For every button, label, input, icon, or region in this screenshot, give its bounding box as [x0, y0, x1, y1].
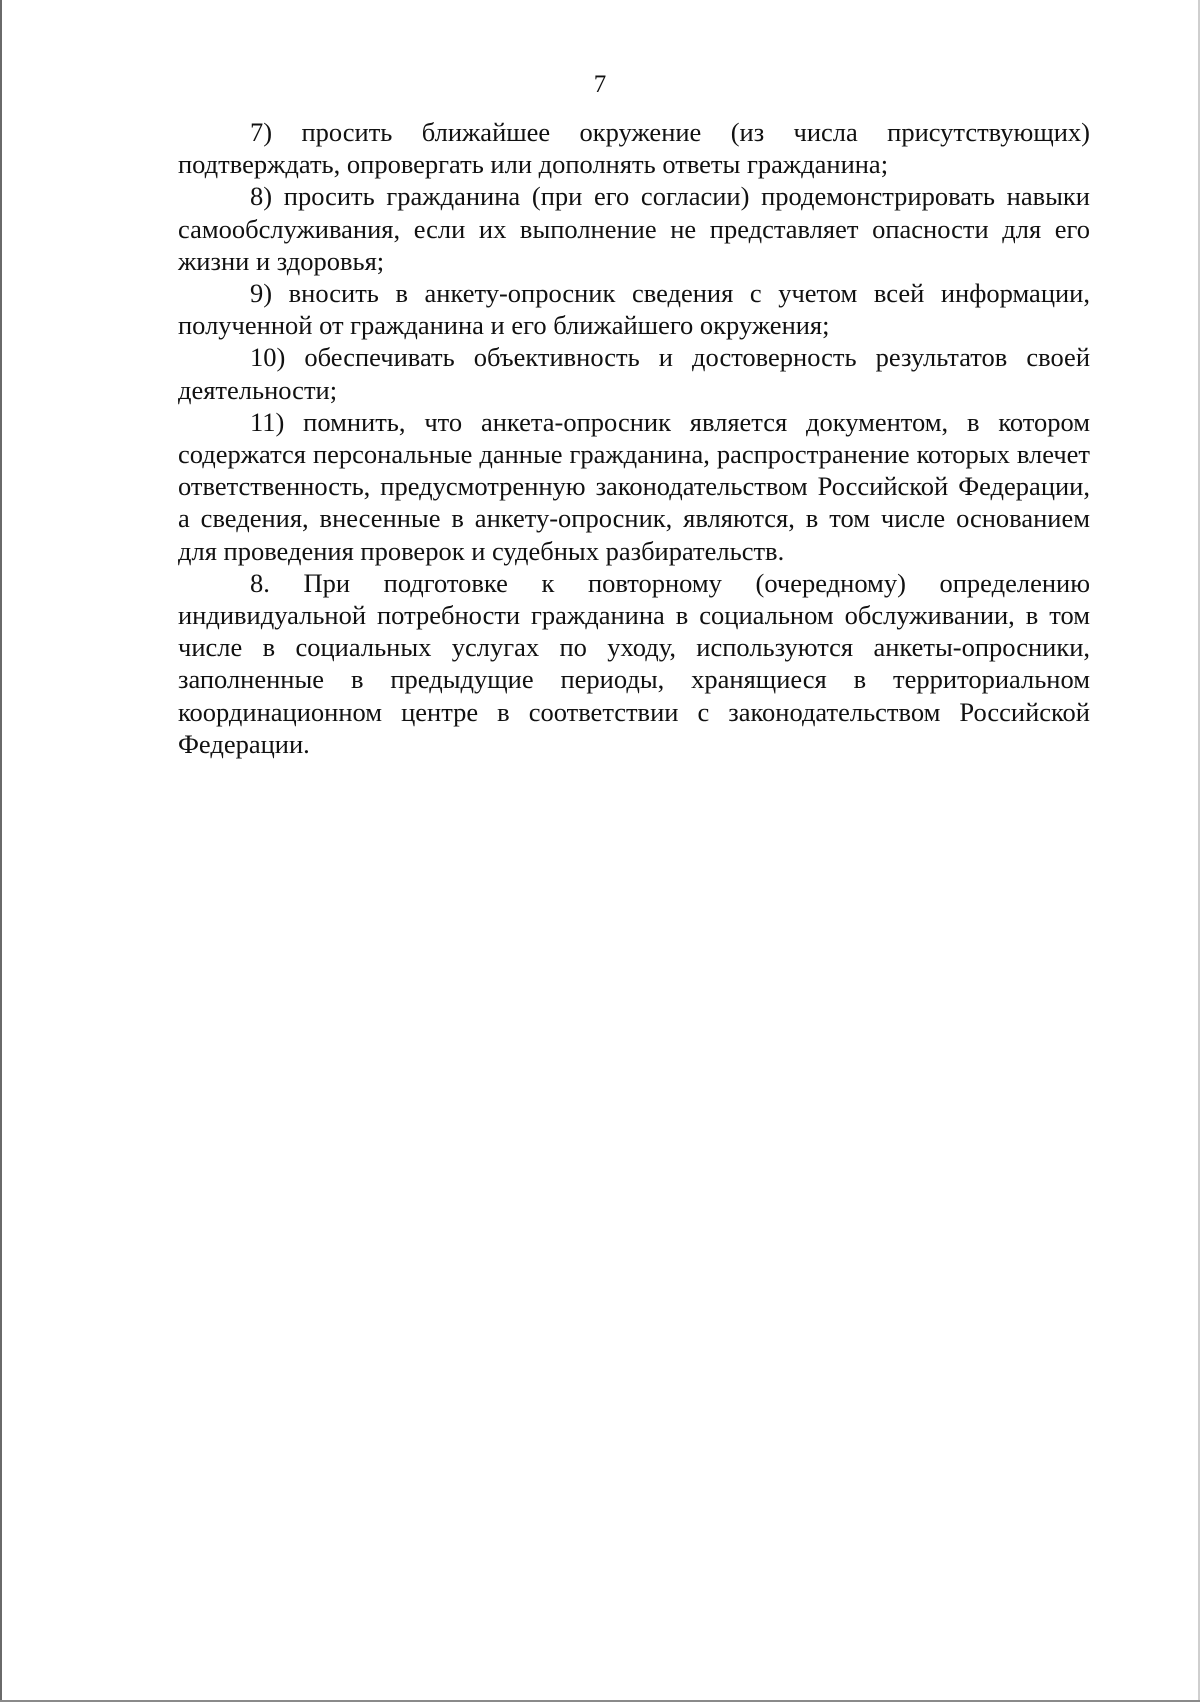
- scan-left-edge: [0, 0, 2, 1702]
- paragraph-section-8: 8. При подготовке к повторному (очередному) определению индивидуальной потребности гражданина в социальном обслуживании, в том числе в социальных услугах по уходу, используются анкеты-опросники, заполненные в предыдущие периоды, хранящиеся в территориальном координационном центре в соответствии с законодательством Российской Федерации.: [178, 567, 1090, 759]
- page-number: 7: [593, 71, 607, 98]
- paragraph-item-9: 9) вносить в анкету-опросник сведения с учетом всей информации, полученной от гражданина и его ближайшего окружения;: [178, 278, 1090, 341]
- paragraph-item-7: 7) просить ближайшее окружение (из числа присутствующих) подтверждать, опровергать или дополнять ответы гражданина;: [178, 117, 1090, 180]
- document-body: [178, 116, 1090, 760]
- paragraph-item-11: 11) помнить, что анкета-опросник является документом, в котором содержатся персональные данные гражданина, распространение которых влечет ответственность, предусмотренную законодательством Российской Федерации, а сведения, внесенные в анкету-опросник, являются, в том числе основанием для проведения проверок и судебных разбирательств.: [178, 406, 1090, 566]
- paragraph-item-10: 10) обеспечивать объективность и достоверность результатов своей деятельности;: [178, 342, 1090, 405]
- paragraph-item-8: 8) просить гражданина (при его согласии) продемонстрировать навыки самообслуживания, если их выполнение не представляет опасности для его жизни и здоровья;: [178, 181, 1090, 276]
